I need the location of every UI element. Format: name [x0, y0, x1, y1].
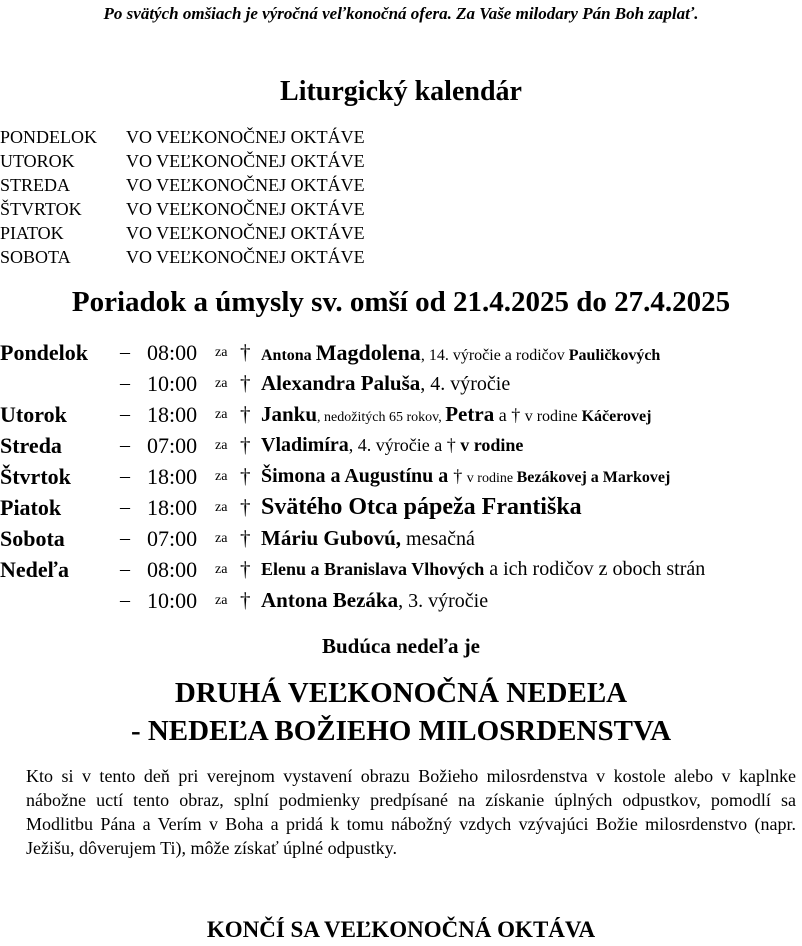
mass-za: za: [215, 593, 228, 608]
mass-intention: [261, 399, 651, 433]
mass-intention: [261, 368, 510, 400]
mass-day: Piatok: [0, 495, 62, 520]
intention-part: mesačná: [401, 528, 475, 550]
cross-icon: †: [240, 340, 251, 364]
mass-time: 18:00: [147, 402, 198, 427]
calendar-row: [0, 197, 365, 221]
mass-za: za: [215, 438, 228, 453]
mass-time: 08:00: [147, 340, 198, 365]
feast-title-line-2: - NEDEĽA BOŽIEHO MILOSRDENSTVA: [130, 715, 672, 747]
mass-dash: –: [120, 341, 130, 363]
calendar-text: VO VEĽKONOČNEJ OKTÁVE: [126, 247, 365, 267]
mass-za: za: [215, 562, 228, 577]
mass-schedule-title: Poriadok a úmysly sv. omší od 21.4.2025 do 27.4.2025: [71, 286, 731, 318]
cross-icon: †: [240, 402, 251, 426]
mass-dash: –: [120, 372, 130, 394]
feast-title: [0, 674, 802, 750]
mass-intention: [261, 430, 523, 461]
intention-part: , 3. výročie: [398, 590, 489, 612]
intention-part: Antona: [261, 347, 316, 364]
cross-icon: †: [240, 526, 251, 550]
intention-part: v rodine: [466, 471, 517, 486]
feast-title-line-1: DRUHÁ VEĽKONOČNÁ NEDEĽA: [174, 677, 628, 709]
intention-part: Máriu Gubovú,: [261, 526, 402, 550]
mass-day: Sobota: [0, 526, 65, 551]
intention-part: , nedožitých 65 rokov,: [317, 410, 446, 425]
indulgence-paragraph: Kto si v tento deň pri verejnom vystavení obrazu Božieho milosrdenstva v kostole alebo v kaplnke nábožne uctí tento obraz, splní podmienky predpísané na získanie úplných odpustkov, pomodlí sa Modlitbu Pána a Verím v Boha a pridá k tomu nábožný vzdych vzývajúci Božie milosrdenstvo (napr. Ježišu, dôverujem Ti), môže získať úplné odpustky.: [26, 766, 796, 858]
mass-intention: [261, 461, 670, 494]
intention-part: Vladimíra: [261, 434, 349, 456]
mass-dash: –: [120, 558, 130, 580]
intention-part: †: [453, 466, 467, 486]
mass-intention: [261, 492, 582, 524]
mass-dash: –: [120, 403, 130, 425]
mass-intention: [261, 554, 705, 585]
cross-icon: †: [240, 495, 251, 519]
calendar-text: VO VEĽKONOČNEJ OKTÁVE: [126, 151, 365, 171]
calendar-row: [0, 125, 365, 149]
intention-part: Pauličkových: [568, 347, 661, 364]
intention-part: Bezákovej a Markovej: [516, 469, 671, 486]
intention-part: Elenu a Branislava Vlhových: [261, 559, 485, 579]
cross-icon: †: [240, 588, 251, 612]
mass-time: 07:00: [147, 433, 198, 458]
mass-dash: –: [120, 434, 130, 456]
offering-note: Po svätých omšiach je výročná veľkonočná ofera. Za Vaše milodary Pán Boh zaplať.: [103, 4, 699, 23]
mass-day: Utorok: [0, 402, 67, 427]
calendar-title: Liturgický kalendár: [280, 76, 522, 107]
mass-intention: [261, 337, 660, 371]
cross-icon: †: [240, 433, 251, 457]
calendar-day: UTOROK: [0, 151, 75, 171]
intention-part: Šimona a Augustínu a: [261, 465, 454, 487]
calendar-day: PONDELOK: [0, 127, 97, 147]
intention-part: v rodine: [460, 435, 524, 455]
intention-part: Alexandra Paluša: [261, 371, 421, 395]
cross-icon: †: [240, 464, 251, 488]
mass-za: za: [215, 376, 228, 391]
mass-za: za: [215, 345, 228, 360]
mass-time: 10:00: [147, 588, 198, 613]
intention-part: v rodine: [524, 408, 582, 425]
mass-day: Pondelok: [0, 340, 89, 365]
next-sunday-label: Budúca nedeľa je: [321, 634, 481, 658]
calendar-row: [0, 173, 365, 197]
calendar-row: [0, 245, 365, 269]
mass-intention: [261, 523, 475, 555]
intention-part: , 4. výročie: [420, 373, 511, 395]
mass-time: 07:00: [147, 526, 198, 551]
calendar-day: SOBOTA: [0, 247, 71, 267]
mass-za: za: [215, 500, 228, 515]
liturgical-calendar: [0, 125, 365, 269]
mass-za: za: [215, 407, 228, 422]
mass-dash: –: [120, 589, 130, 611]
mass-za: za: [215, 531, 228, 546]
intention-part: Antona Bezáka: [261, 588, 399, 612]
mass-day: Štvrtok: [0, 464, 71, 489]
calendar-text: VO VEĽKONOČNEJ OKTÁVE: [126, 199, 365, 219]
calendar-day: ŠTVRTOK: [0, 199, 82, 219]
intention-part: , 14. výročie a rodičov: [420, 347, 569, 364]
calendar-text: VO VEĽKONOČNEJ OKTÁVE: [126, 175, 365, 195]
calendar-day: PIATOK: [0, 223, 64, 243]
intention-part: Petra: [445, 402, 495, 426]
intention-part: a †: [494, 405, 525, 425]
intention-part: Magdolena: [315, 340, 421, 365]
mass-dash: –: [120, 496, 130, 518]
mass-time: 18:00: [147, 464, 198, 489]
intention-part: Janku: [261, 402, 318, 426]
intention-part: a ich rodičov z oboch strán: [484, 558, 706, 580]
calendar-row: [0, 221, 365, 245]
intention-part: Svätého Otca pápeža Františka: [261, 494, 582, 520]
mass-time: 10:00: [147, 371, 198, 396]
calendar-text: VO VEĽKONOČNEJ OKTÁVE: [126, 223, 365, 243]
calendar-day: STREDA: [0, 175, 71, 195]
intention-part: , 4. výročie a †: [348, 435, 461, 455]
mass-time: 18:00: [147, 495, 198, 520]
calendar-text: VO VEĽKONOČNEJ OKTÁVE: [126, 127, 365, 147]
intention-part: Káčerovej: [581, 408, 652, 425]
calendar-row: [0, 149, 365, 173]
closing-heading: KONČÍ SA VEĽKONOČNÁ OKTÁVA: [206, 917, 596, 942]
mass-dash: –: [120, 527, 130, 549]
mass-za: za: [215, 469, 228, 484]
mass-intention: [261, 585, 488, 617]
mass-day: Nedeľa: [0, 557, 69, 582]
cross-icon: †: [240, 371, 251, 395]
mass-dash: –: [120, 465, 130, 487]
mass-time: 08:00: [147, 557, 198, 582]
mass-day: Streda: [0, 433, 62, 458]
cross-icon: †: [240, 557, 251, 581]
